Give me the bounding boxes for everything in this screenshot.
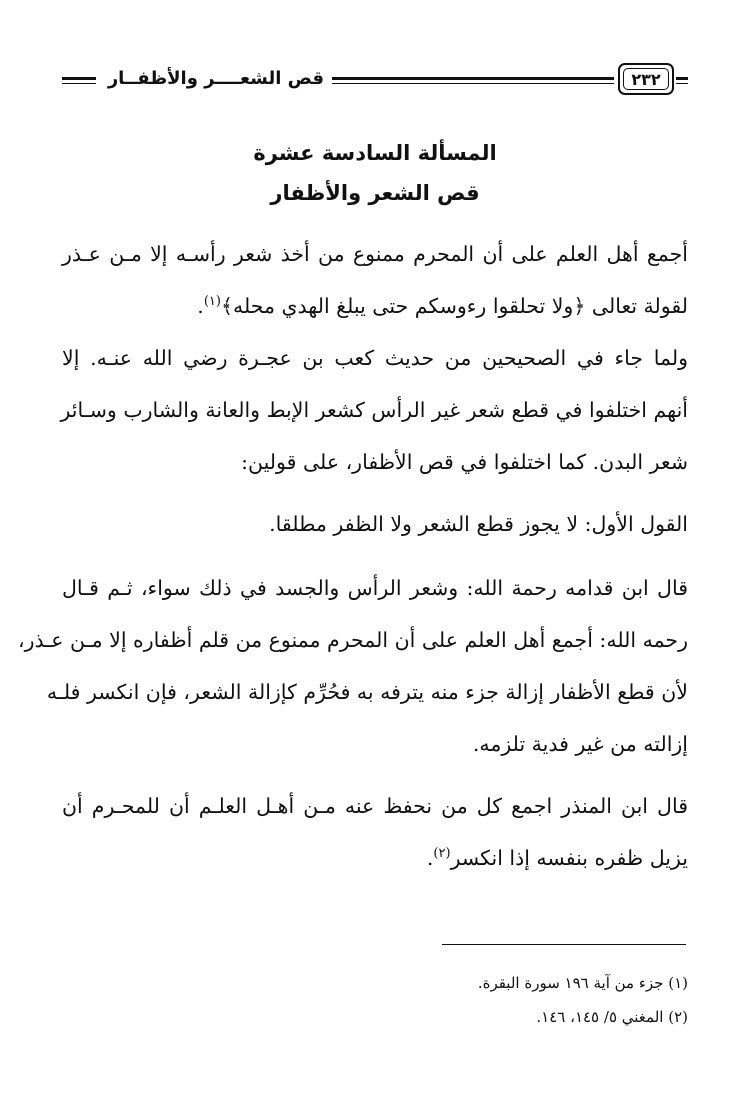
text-line: ولما جاء في الصحيحين من حديث كعب بن عجـرة رضي الله عنـه. إلا: [62, 346, 688, 370]
text-line: [62, 280, 688, 332]
closing-text: يزيل ظفره بنفسه إذا انكسر: [450, 846, 688, 870]
text-line: قال ابن قدامه رحمة الله: وشعر الرأس والجسد في ذلك سواء، ثـم قـال: [62, 576, 688, 600]
text-line: شعر البدن. كما اختلفوا في قص الأظفار، على قولين:: [241, 450, 688, 474]
footnotes: [62, 966, 688, 1034]
running-title: قص الشعــــر والأظفــار: [107, 68, 324, 89]
footnote-ref-2: (٢): [433, 846, 451, 862]
text-line: قال ابن المنذر اجمع كل من نحفظ عنه مـن أهـل العلـم أن للمحـرم أن: [62, 794, 688, 818]
page-header: [62, 62, 688, 102]
verse-text: لقولة تعالى ﴿ولا تحلقوا رءوسكم حتى يبلغ الهدي محله﴾: [220, 294, 688, 318]
text-line: [62, 832, 688, 884]
sentence-end: .: [426, 846, 434, 870]
header-rule-middle: [332, 77, 614, 84]
footnote-separator: [442, 944, 686, 945]
text-line: لأن قطع الأظفار إزالة جزء منه يترفه به فحُرِّم كإزالة الشعر، فإن انكسر فلـه: [46, 680, 688, 704]
footnote-1: (١) جزء من آية ١٩٦ سورة البقرة.: [477, 974, 688, 992]
paragraph-3: [62, 498, 688, 550]
issue-heading: المسألة السادسة عشرة: [253, 141, 497, 165]
paragraph-1: [62, 228, 688, 332]
page-number: ٢٣٢: [631, 69, 661, 89]
topic-heading: قص الشعر والأظفار: [270, 181, 480, 205]
page-number-frame: [618, 63, 674, 95]
paragraph-2: [62, 332, 688, 488]
header-rule-left: [62, 77, 96, 84]
text-line: القول الأول: لا يجوز قطع الشعر ولا الظفر مطلقا.: [269, 512, 688, 536]
text-line: أجمع أهل العلم على أن المحرم ممنوع من أخذ شعر رأسـه إلا مـن عـذر: [62, 242, 688, 266]
footnote-ref-1: (١): [203, 294, 221, 310]
paragraph-5: [62, 780, 688, 884]
sentence-end: .: [197, 294, 204, 318]
text-line: أنهم اختلفوا في قطع شعر غير الرأس كشعر الإبط والعانة والشارب وسـائر: [60, 398, 688, 422]
footnote-2: (٢) المغني ٥/ ١٤٥، ١٤٦.: [536, 1008, 688, 1026]
paragraph-4: [18, 562, 688, 770]
text-line: رحمه الله: أجمع أهل العلم على أن المحرم ممنوع من قلم أظفاره إلا مـن عـذر،: [18, 628, 688, 652]
header-rule-right: [676, 77, 688, 84]
text-line: إزالته من غير فدية تلزمه.: [472, 732, 688, 756]
